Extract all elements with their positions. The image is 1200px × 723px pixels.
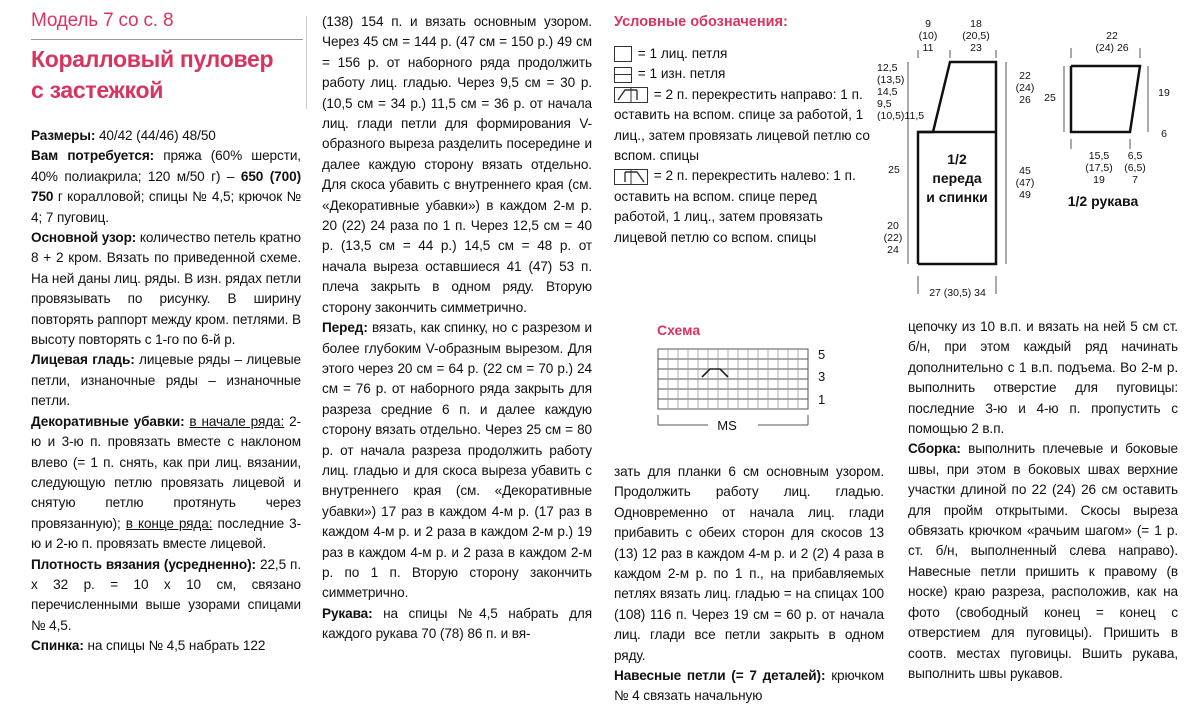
- cross-left-symbol-icon: [614, 169, 648, 185]
- dim-value: 6,5: [1127, 150, 1143, 162]
- column-2: [322, 12, 592, 645]
- dim-value: 26: [1019, 94, 1031, 106]
- decreases-para: [31, 412, 301, 555]
- front-para: [322, 318, 592, 604]
- back-label: Спинка:: [31, 638, 84, 654]
- stockinette-label: Лицевая гладь:: [31, 352, 135, 368]
- stockinette-text: лицевые ряды – лицевые петли, изнаночные ряды – изнаночные петли.: [31, 352, 301, 409]
- materials-text-2: г коралловой; спицы № 4,5; крючок № 4; 7 пуговиц.: [31, 189, 301, 225]
- body-label-line: переда: [932, 170, 982, 186]
- sizes-para: [31, 126, 301, 146]
- dim-label: 25: [888, 164, 900, 176]
- dim-label: [1010, 70, 1040, 106]
- dim-label: [1120, 150, 1150, 186]
- row-number: 1: [818, 392, 826, 407]
- column-3: [614, 462, 884, 707]
- dim-label: 27 (30,5) 34: [929, 287, 986, 299]
- divider: [31, 39, 303, 40]
- materials-text: пряжа (60% шерсти, 40% полиакрила; 120 м/50 г) –: [31, 148, 301, 184]
- sleeves-label: Рукава:: [322, 605, 373, 621]
- dim-value: 7: [1132, 174, 1138, 186]
- materials-label: Вам потребуется:: [31, 148, 155, 164]
- body-label-line: и спинки: [926, 189, 988, 205]
- dim-value: 20: [887, 220, 899, 232]
- legend-cross-right-text: = 2 п. перекрестить направо: 1 п. оставить на вспом. спице за работой, 1 лиц., затем провязать лицевой петлю со вспом. спицы: [614, 86, 870, 164]
- knit-symbol-icon: [614, 46, 632, 62]
- dim-label: [918, 18, 938, 54]
- title-line-2: с застежкой: [31, 77, 164, 103]
- column-4: [908, 317, 1178, 684]
- pattern-label: Основной узор:: [31, 230, 137, 246]
- dim-label: [956, 18, 996, 54]
- dim-label: [877, 62, 925, 122]
- sizes-label: Размеры:: [31, 128, 96, 143]
- dim-value: (20,5): [962, 30, 990, 42]
- body-label-line: 1/2: [947, 151, 967, 167]
- dim-value: (10): [918, 30, 938, 42]
- dim-label: 19: [1158, 87, 1170, 99]
- legend-cross-left-text: = 2 п. перекрестить налево: 1 п. оставить на вспом. спице перед работой, 1 лиц., затем провязать лицевой петлю со вспом. спицы: [614, 168, 856, 245]
- dim-label: 25: [1044, 92, 1056, 104]
- decreases-text-1: 2-ю и 3-ю п. провязать вместе с наклоном влево (= 1 п. снять, как при лиц. вязании, следующую петлю провязать лицевой и снятую петлю протянуть через провязанную);: [31, 413, 301, 531]
- dim-value: 22: [1019, 70, 1031, 82]
- dim-value: (47): [1015, 177, 1035, 189]
- loops-label: Навесные петли (= 7 деталей):: [614, 668, 826, 684]
- schema-heading: Схема: [657, 322, 701, 338]
- materials-amount: 650 (700) 750: [31, 168, 301, 205]
- knitting-chart: [650, 343, 840, 443]
- dim-label: [1010, 165, 1040, 201]
- gauge-para: [31, 555, 301, 637]
- dim-label: [1078, 150, 1120, 186]
- dim-value: 22: [1106, 30, 1118, 42]
- dim-value: (22): [883, 232, 903, 244]
- dim-value: (17,5): [1085, 162, 1113, 174]
- decreases-start: в начале ряда:: [189, 413, 285, 429]
- dim-label: [1084, 30, 1140, 54]
- legend-knit: [614, 44, 874, 64]
- column-1: [31, 126, 301, 657]
- assembly-label: Сборка:: [908, 441, 961, 457]
- dim-value: (13,5): [877, 74, 905, 86]
- legend: [614, 44, 874, 248]
- dim-value: (10,5)11,5: [877, 110, 925, 122]
- cross-right-symbol-icon: [614, 87, 648, 103]
- model-label: Модель 7 со с. 8: [31, 10, 174, 31]
- sleeves-continued: зать для планки 6 см основным узором. Продолжить работу лиц. гладью. Одновременно от начала лиц. глади прибавить с обеих сторон для скосов 13 (13) 12 раз в каждом 4-м р. и 2 (2) 4 раза в каждом 2-м р. по 1 п., на прибавляемых петлях вязать лиц. гладью = на спицах 100 (108) 116 п. Через 19 см = 60 р. от начала лиц. глади все петли закрыть в одном ряду.: [614, 464, 884, 663]
- front-label: Перед:: [322, 320, 368, 336]
- back-para: [31, 636, 301, 656]
- back-text: на спицы № 4,5 набрать 122: [83, 638, 266, 654]
- dim-value: 19: [1093, 174, 1105, 186]
- dim-value: 15,5: [1088, 150, 1110, 162]
- dim-value: 18: [970, 18, 982, 30]
- materials-para: [31, 146, 301, 228]
- decreases-end: в конце ряда:: [125, 515, 213, 531]
- row-number: 5: [818, 347, 826, 362]
- dim-value: 11: [922, 42, 934, 54]
- dim-value: 9,5: [877, 98, 892, 110]
- dim-value: 12,5: [877, 62, 898, 74]
- legend-cross-right: [614, 85, 874, 167]
- legend-knit-text: = 1 лиц. петля: [637, 46, 728, 61]
- sleeves-para: [322, 604, 592, 645]
- body-piece-label: [918, 150, 996, 207]
- gauge-label: Плотность вязания (усредненно):: [31, 556, 256, 572]
- dim-label: [882, 220, 904, 256]
- gauge-text: 22,5 п. х 32 р. = 10 х 10 см, связано перечисленными выше узорами спицами № 4,5.: [31, 556, 301, 633]
- pattern-text: количество петель кратно 8 + 2 кром. Вязать по приведенной схеме. На ней даны лиц. ряды. В изн. рядах петли провязывать по рисунку. В ширину повторять раппорт между кром. петлями. В высоту повторять с 1-го по 6-й р.: [31, 230, 301, 348]
- dim-value: 49: [1019, 189, 1031, 201]
- legend-purl: [614, 64, 874, 84]
- loops-text: крючком № 4 связать начальную: [614, 668, 884, 704]
- title-line-1: Коралловый пуловер: [31, 46, 274, 72]
- dim-value: 45: [1019, 165, 1031, 177]
- sleeve-piece-label: 1/2 рукава: [1067, 193, 1139, 209]
- purl-symbol-icon: [614, 67, 632, 83]
- legend-purl-text: = 1 изн. петля: [637, 66, 726, 82]
- front-text: вязать, как спинку, но с разрезом и более глубоким V-образным вырезом. Для этого через 20 см = 64 р. (22 см = 70 р.) 24 см = 76 р. от наборного ряда закрыть для разреза средние 6 п. и далее каждую сторону вязать отдельно. Через 25 см = 80 р. от начала разреза продолжить работу лиц. гладью и для скоса выреза убавить с внутреннего края (см. «Декоративные убавки») 17 раз в каждом 4-м р. (17 раз в каждом 4-м р. и 2 раза в каждом 2-м р.) 19 раз в каждом 4-м р. и 2 раза в каждом 2-м р. по 1 п. Вторую сторону закончить симметрично.: [322, 320, 592, 601]
- sleeves-text: на спицы №4,5 набрать для каждого рукава 70 (78) 86 п. и вя-: [322, 605, 592, 642]
- dim-label: 6: [1161, 128, 1167, 140]
- decreases-text-2: последние 3-ю и 2-ю п. провязать вместе лицевой.: [31, 515, 301, 552]
- decreases-label: Декоративные убавки:: [31, 413, 185, 429]
- dim-value: 23: [970, 42, 982, 54]
- assembly-para: [908, 439, 1178, 684]
- sizes-value: 40/42 (44/46) 48/50: [95, 128, 216, 143]
- legend-cross-left: [614, 166, 874, 248]
- dim-value: 14,5: [877, 86, 898, 98]
- stockinette-para: [31, 350, 301, 411]
- page-title: [31, 44, 306, 106]
- assembly-text: выполнить плечевые и боковые швы, при этом в боковых швах верхние участки длиной по 22 (24) 26 см оставить для пройм открытыми. Скосы выреза обвязать крючком «рачьим шагом» (= 1 р. ст. б/н, выполненный слева направо). Навесные петли пришить к правому (в носке) краю разреза, расположив, как на фото (свободный конец = конец с отверстием для пуговицы). Пришить в соотв. местах пуговицы. Вшить рукава, выполнить швы рукавов.: [908, 441, 1178, 681]
- back-continued: (138) 154 п. и вязать основным узором. Через 45 см = 144 р. (47 см = 150 р.) 49 см = 156 р. от наборного ряда продолжить работу лиц. гладью. Через 9,5 см = 30 р. (10,5 см = 34 р.) 11,5 см = 36 р. от начала лиц. глади петли для формирования V-образного выреза разделить посередине и далее каждую сторону вязать отдельно. Для скоса убавить с внутреннего края (см. «Декоративные убавки») в каждом 2-м р. 20 (22) 24 раза по 1 п. Через 12,5 см = 40 р. (13,5 см = 44 р.) 14,5 см = 48 р. от начала выреза оставшиеся 41 (47) 53 п. плеча закрыть в одном ряду. Вторую сторону закончить симметрично.: [322, 14, 592, 315]
- divider: [306, 16, 307, 109]
- pattern-para: [31, 228, 301, 350]
- loops-para: [614, 666, 884, 707]
- repeat-label: MS: [717, 418, 737, 433]
- dim-value: (6,5): [1124, 162, 1146, 174]
- loops-continued: цепочку из 10 в.п. и вязать на ней 5 см ст. б/н, при этом каждый ряд начинать дополнительно с 1 в.п. подъема. Во 2-м р. выполнить отверстие для пуговицы: последние 3-ю и 4-ю п. пропустить с помощью 2 в.п.: [908, 319, 1178, 437]
- legend-heading: Условные обозначения:: [614, 14, 788, 30]
- dim-value: (24) 26: [1095, 42, 1129, 54]
- dim-value: 9: [925, 18, 931, 30]
- dim-value: (24): [1015, 82, 1035, 94]
- dim-value: 24: [887, 244, 899, 256]
- row-number: 3: [818, 369, 826, 384]
